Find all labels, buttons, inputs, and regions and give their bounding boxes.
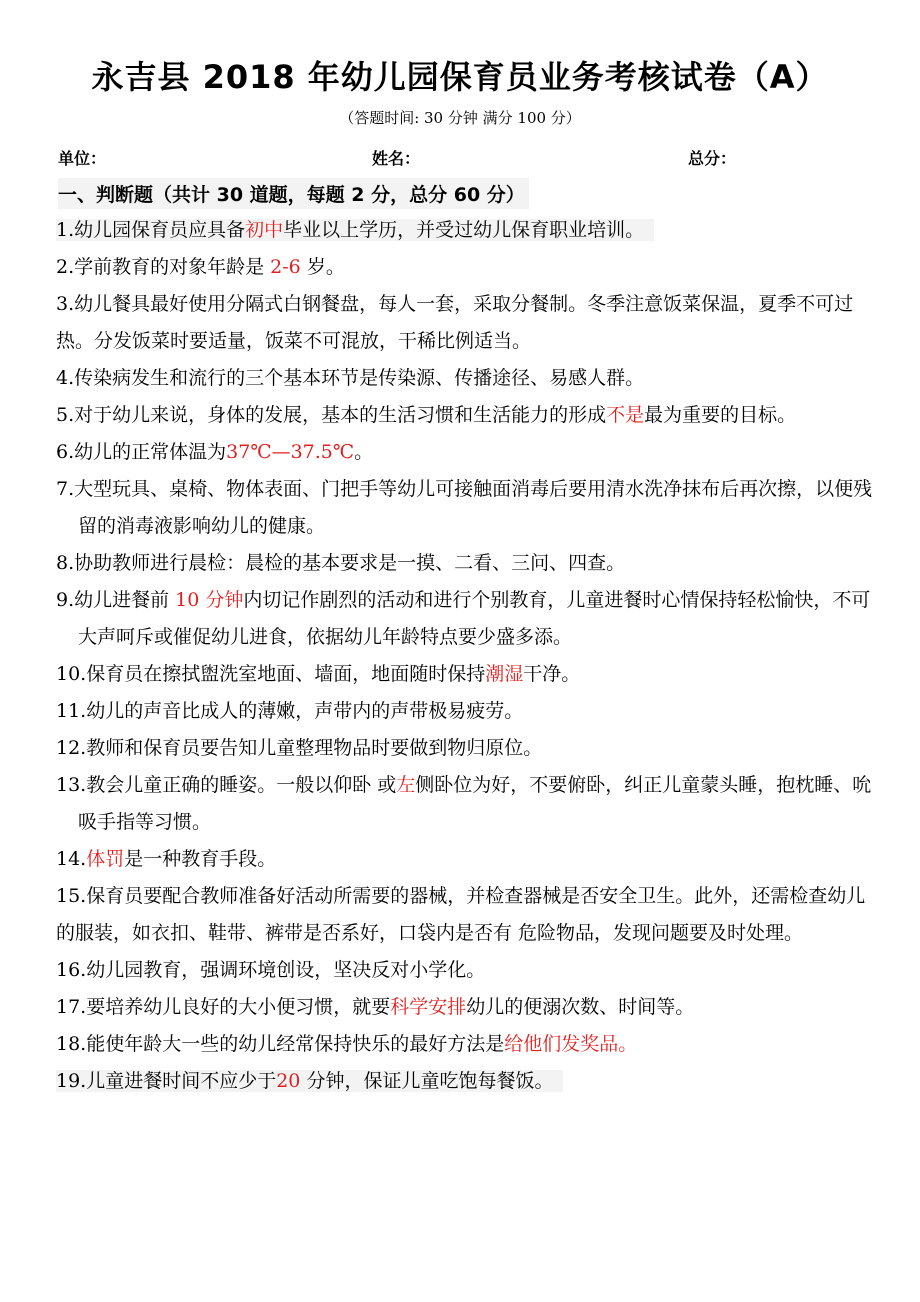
question-text xyxy=(56,774,871,833)
question-item xyxy=(56,434,876,471)
question-item xyxy=(56,952,876,989)
question-item xyxy=(56,1063,876,1100)
question-segment: 岁。 xyxy=(300,256,345,278)
question-text xyxy=(56,1033,637,1055)
question-segment: 10.保育员在擦拭盥洗室地面、墙面，地面随时保持 xyxy=(56,663,486,685)
question-list xyxy=(56,212,876,1100)
answer-key-text: 左 xyxy=(396,774,416,796)
question-item xyxy=(56,286,876,360)
question-segment: 分钟，保证儿童吃饱每餐饭。 xyxy=(300,1070,554,1092)
answer-key-text: 10 分钟 xyxy=(175,589,244,611)
question-segment: 毕业以上学历，并受过幼儿保育职业培训。 xyxy=(283,219,645,241)
answer-key-text: 37℃—37.5℃ xyxy=(226,441,355,463)
answer-key-text: 科学安排 xyxy=(390,996,467,1018)
question-item xyxy=(56,989,876,1026)
answer-key-text: 初中 xyxy=(245,219,284,241)
question-item xyxy=(56,212,876,249)
question-text xyxy=(56,700,523,722)
question-item xyxy=(56,249,876,286)
question-text xyxy=(56,404,796,426)
question-text xyxy=(56,256,345,278)
question-item xyxy=(56,397,876,434)
question-segment: 8.协助教师进行晨检：晨检的基本要求是一摸、二看、三问、四查。 xyxy=(56,552,626,574)
question-segment: 19.儿童进餐时间不应少于 xyxy=(56,1070,277,1092)
question-item xyxy=(56,730,876,767)
question-segment: 最为重要的目标。 xyxy=(644,404,797,426)
question-text xyxy=(56,885,865,944)
answer-key-text: 体罚 xyxy=(86,848,125,870)
answer-key-text: 2-6 xyxy=(270,256,301,278)
question-item xyxy=(56,693,876,730)
answer-key-text: 不是 xyxy=(606,404,645,426)
section-title: 一、判断题（共计 30 道题，每题 2 分，总分 60 分） xyxy=(58,178,529,209)
question-segment: 干净。 xyxy=(523,663,581,685)
question-segment: 13.教会儿童正确的睡姿。一般以仰卧 或 xyxy=(56,774,397,796)
question-segment: 幼儿的便溺次数、时间等。 xyxy=(466,996,695,1018)
name-label: 姓名： xyxy=(372,149,421,168)
question-text xyxy=(56,441,373,463)
question-item xyxy=(56,656,876,693)
question-segment: 4.传染病发生和流行的三个基本环节是传染源、传播途径、易感人群。 xyxy=(56,367,645,389)
question-segment: 内切记作剧烈的活动和进行个别教育，儿童进餐时心情保持轻松愉快，不可大声呵斥或催促幼儿进食，依据幼儿年龄特点要少盛多添。 xyxy=(78,589,871,648)
question-item xyxy=(56,878,876,952)
question-segment: 3.幼儿餐具最好使用分隔式白钢餐盘，每人一套，采取分餐制。冬季注意饭菜保温，夏季不可过热。分发饭菜时要适量，饭菜不可混放，干稀比例适当。 xyxy=(56,293,854,352)
question-text xyxy=(56,996,694,1018)
question-item xyxy=(56,545,876,582)
question-segment: 是一种教育手段。 xyxy=(124,848,277,870)
question-segment: 1.幼儿园保育员应具备 xyxy=(56,219,246,241)
question-item xyxy=(56,582,876,656)
question-text xyxy=(56,1070,563,1092)
question-item xyxy=(56,360,876,397)
question-segment: 12.教师和保育员要告知儿童整理物品时要做到物归原位。 xyxy=(56,737,543,759)
question-text xyxy=(56,737,542,759)
question-text xyxy=(56,552,625,574)
question-text xyxy=(56,293,853,352)
unit-label: 单位： xyxy=(58,149,107,168)
exam-title: 永吉县 2018 年幼儿园保育员业务考核试卷（A） xyxy=(91,58,829,96)
answer-key-text: 给他们发奖品。 xyxy=(504,1033,638,1055)
question-item xyxy=(56,1026,876,1063)
question-item xyxy=(56,841,876,878)
answer-key-text: 潮湿 xyxy=(485,663,524,685)
question-item xyxy=(56,767,876,841)
question-text xyxy=(56,367,644,389)
question-segment: 9.幼儿进餐前 xyxy=(56,589,176,611)
question-segment: 11.幼儿的声音比成人的薄嫩，声带内的声带极易疲劳。 xyxy=(56,700,524,722)
question-segment: 6.幼儿的正常体温为 xyxy=(56,441,227,463)
question-item xyxy=(56,471,876,545)
score-label: 总分： xyxy=(688,149,737,168)
question-segment: 7.大型玩具、桌椅、物体表面、门把手等幼儿可接触面消毒后要用清水洗净抹布后再次擦，以便残留的消毒液影响幼儿的健康。 xyxy=(56,478,873,537)
exam-subtitle: （答题时间: 30 分钟 满分 100 分） xyxy=(339,109,581,127)
question-segment: 5.对于幼儿来说，身体的发展，基本的生活习惯和生活能力的形成 xyxy=(56,404,607,426)
question-segment: 。 xyxy=(354,441,374,463)
question-segment: 17.要培养幼儿良好的大小便习惯，就要 xyxy=(56,996,391,1018)
question-segment: 侧卧位为好，不要俯卧，纠正儿童蒙头睡，抱枕睡、吮吸手指等习惯。 xyxy=(78,774,872,833)
question-segment: 14. xyxy=(56,848,87,870)
answer-key-text: 20 xyxy=(276,1070,301,1092)
question-text xyxy=(56,848,276,870)
question-segment: 2.学前教育的对象年龄是 xyxy=(56,256,271,278)
question-segment: 18.能使年龄大一些的幼儿经常保持快乐的最好方法是 xyxy=(56,1033,505,1055)
question-text xyxy=(56,663,580,685)
question-segment: 15.保育员要配合教师准备好活动所需要的器械，并检查器械是否安全卫生。此外，还需检查幼儿的服装，如衣扣、鞋带、裤带是否系好，口袋内是否有 危险物品，发现问题要及时处理。 xyxy=(56,885,866,944)
question-text xyxy=(56,589,870,648)
question-segment: 16.幼儿园教育，强调环境创设，坚决反对小学化。 xyxy=(56,959,486,981)
question-text xyxy=(56,219,654,241)
question-text xyxy=(56,478,872,537)
question-text xyxy=(56,959,485,981)
